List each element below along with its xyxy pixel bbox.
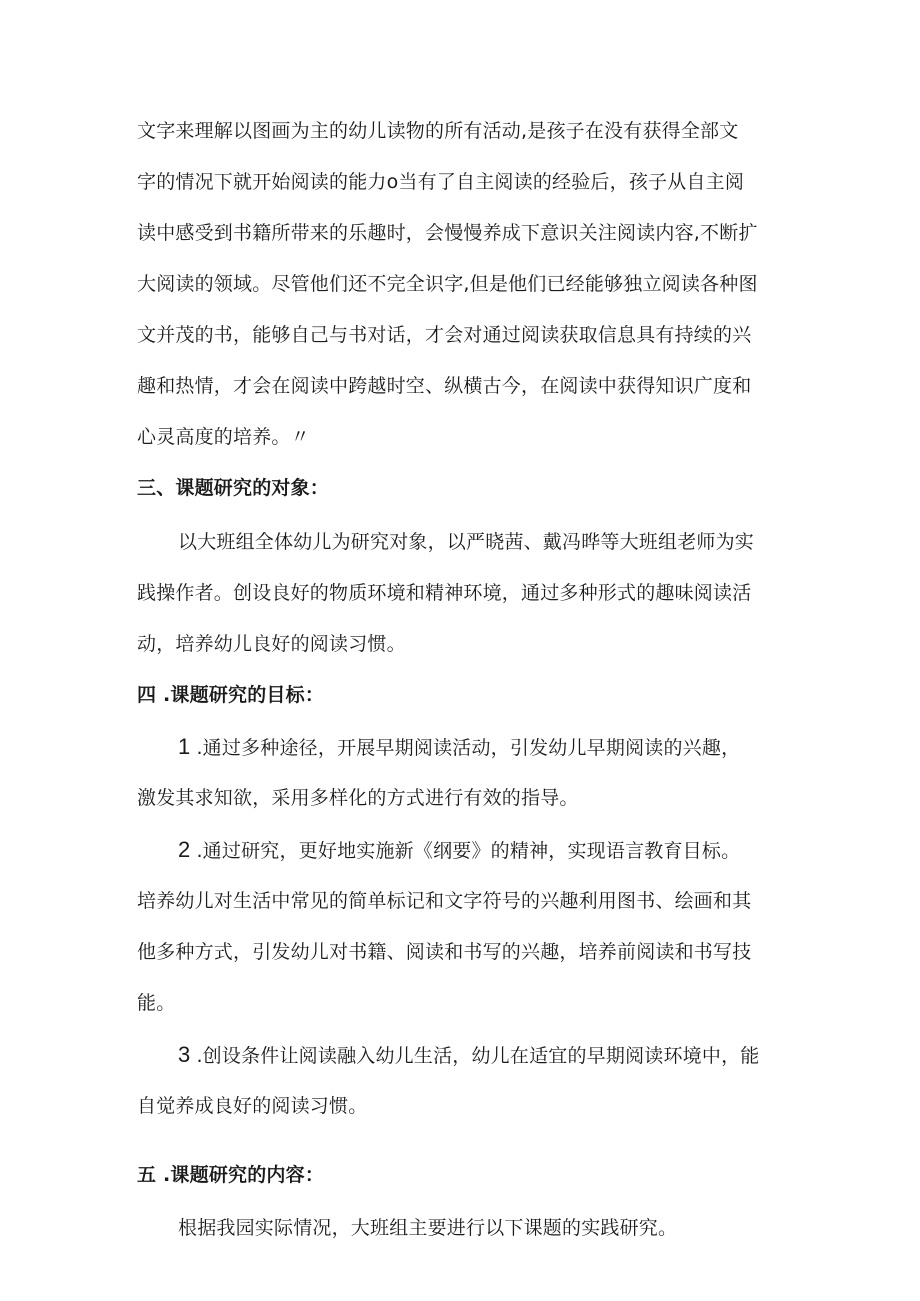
item-text: .创设条件让阅读融入幼儿生活，幼儿在适宜的早期阅读环境中，能 xyxy=(196,1045,760,1067)
section-heading: 五 .课题研究的内容： xyxy=(137,1164,325,1186)
paragraph-line: 激发其求知欲，采用多样化的方式进行有效的指导。 xyxy=(137,787,579,809)
section-heading: 三、课题研究的对象： xyxy=(137,477,330,499)
paragraph-line: 趣和热情，才会在阅读中跨越时空、纵横古今，在阅读中获得知识广度和 xyxy=(137,375,752,397)
paragraph-line: 以大班组全体幼儿为研究对象，以严晓茜、戴冯晔等大班组老师为实 xyxy=(178,531,755,553)
paragraph-line: 文字来理解以图画为主的幼儿读物的所有活动,是孩子在没有获得全部文 xyxy=(137,120,739,142)
paragraph-line: 大阅读的领域。尽管他们还不完全识字,但是他们已经能够独立阅读各种图 xyxy=(137,273,758,295)
item-text: .通过多种途径，开展早期阅读活动，引发幼儿早期阅读的兴趣， xyxy=(196,737,741,759)
list-item-first-line xyxy=(178,1043,759,1068)
paragraph-line: 根据我园实际情况，大班组主要进行以下课题的实践研究。 xyxy=(178,1217,678,1239)
paragraph-line: 文并茂的书，能够自己与书对话，才会对通过阅读获取信息具有持续的兴 xyxy=(137,324,752,346)
paragraph-line: 培养幼儿对生活中常见的简单标记和文字符号的兴趣利用图书、绘画和其 xyxy=(137,890,752,912)
item-number: 3 xyxy=(178,1042,191,1067)
item-number: 1 xyxy=(178,734,191,759)
paragraph-line: 字的情况下就开始阅读的能力o当有了自主阅读的经验后，孩子从自主阅 xyxy=(137,171,745,193)
paragraph-line: 他多种方式，引发幼儿对书籍、阅读和书写的兴趣，培养前阅读和书写技 xyxy=(137,941,752,963)
section-heading: 四 .课题研究的目标： xyxy=(137,684,325,706)
paragraph-line: 读中感受到书籍所带来的乐趣时，会慢慢养成下意识关注阅读内容,不断扩 xyxy=(137,222,758,244)
list-item-first-line xyxy=(178,735,740,760)
paragraph-line: 能。 xyxy=(137,992,176,1014)
paragraph-line: 自觉养成良好的阅读习惯。 xyxy=(137,1095,368,1117)
paragraph-line: 践操作者。创设良好的物质环境和精神环境，通过多种形式的趣味阅读活 xyxy=(137,582,752,604)
paragraph-line: 动，培养幼儿良好的阅读习惯。 xyxy=(137,633,406,655)
paragraph-line: 心灵高度的培养。〃 xyxy=(137,426,310,448)
item-number: 2 xyxy=(178,837,191,862)
list-item-first-line xyxy=(178,838,740,863)
item-text: .通过研究，更好地实施新《纲要》的精神，实现语言教育目标。 xyxy=(196,840,741,862)
